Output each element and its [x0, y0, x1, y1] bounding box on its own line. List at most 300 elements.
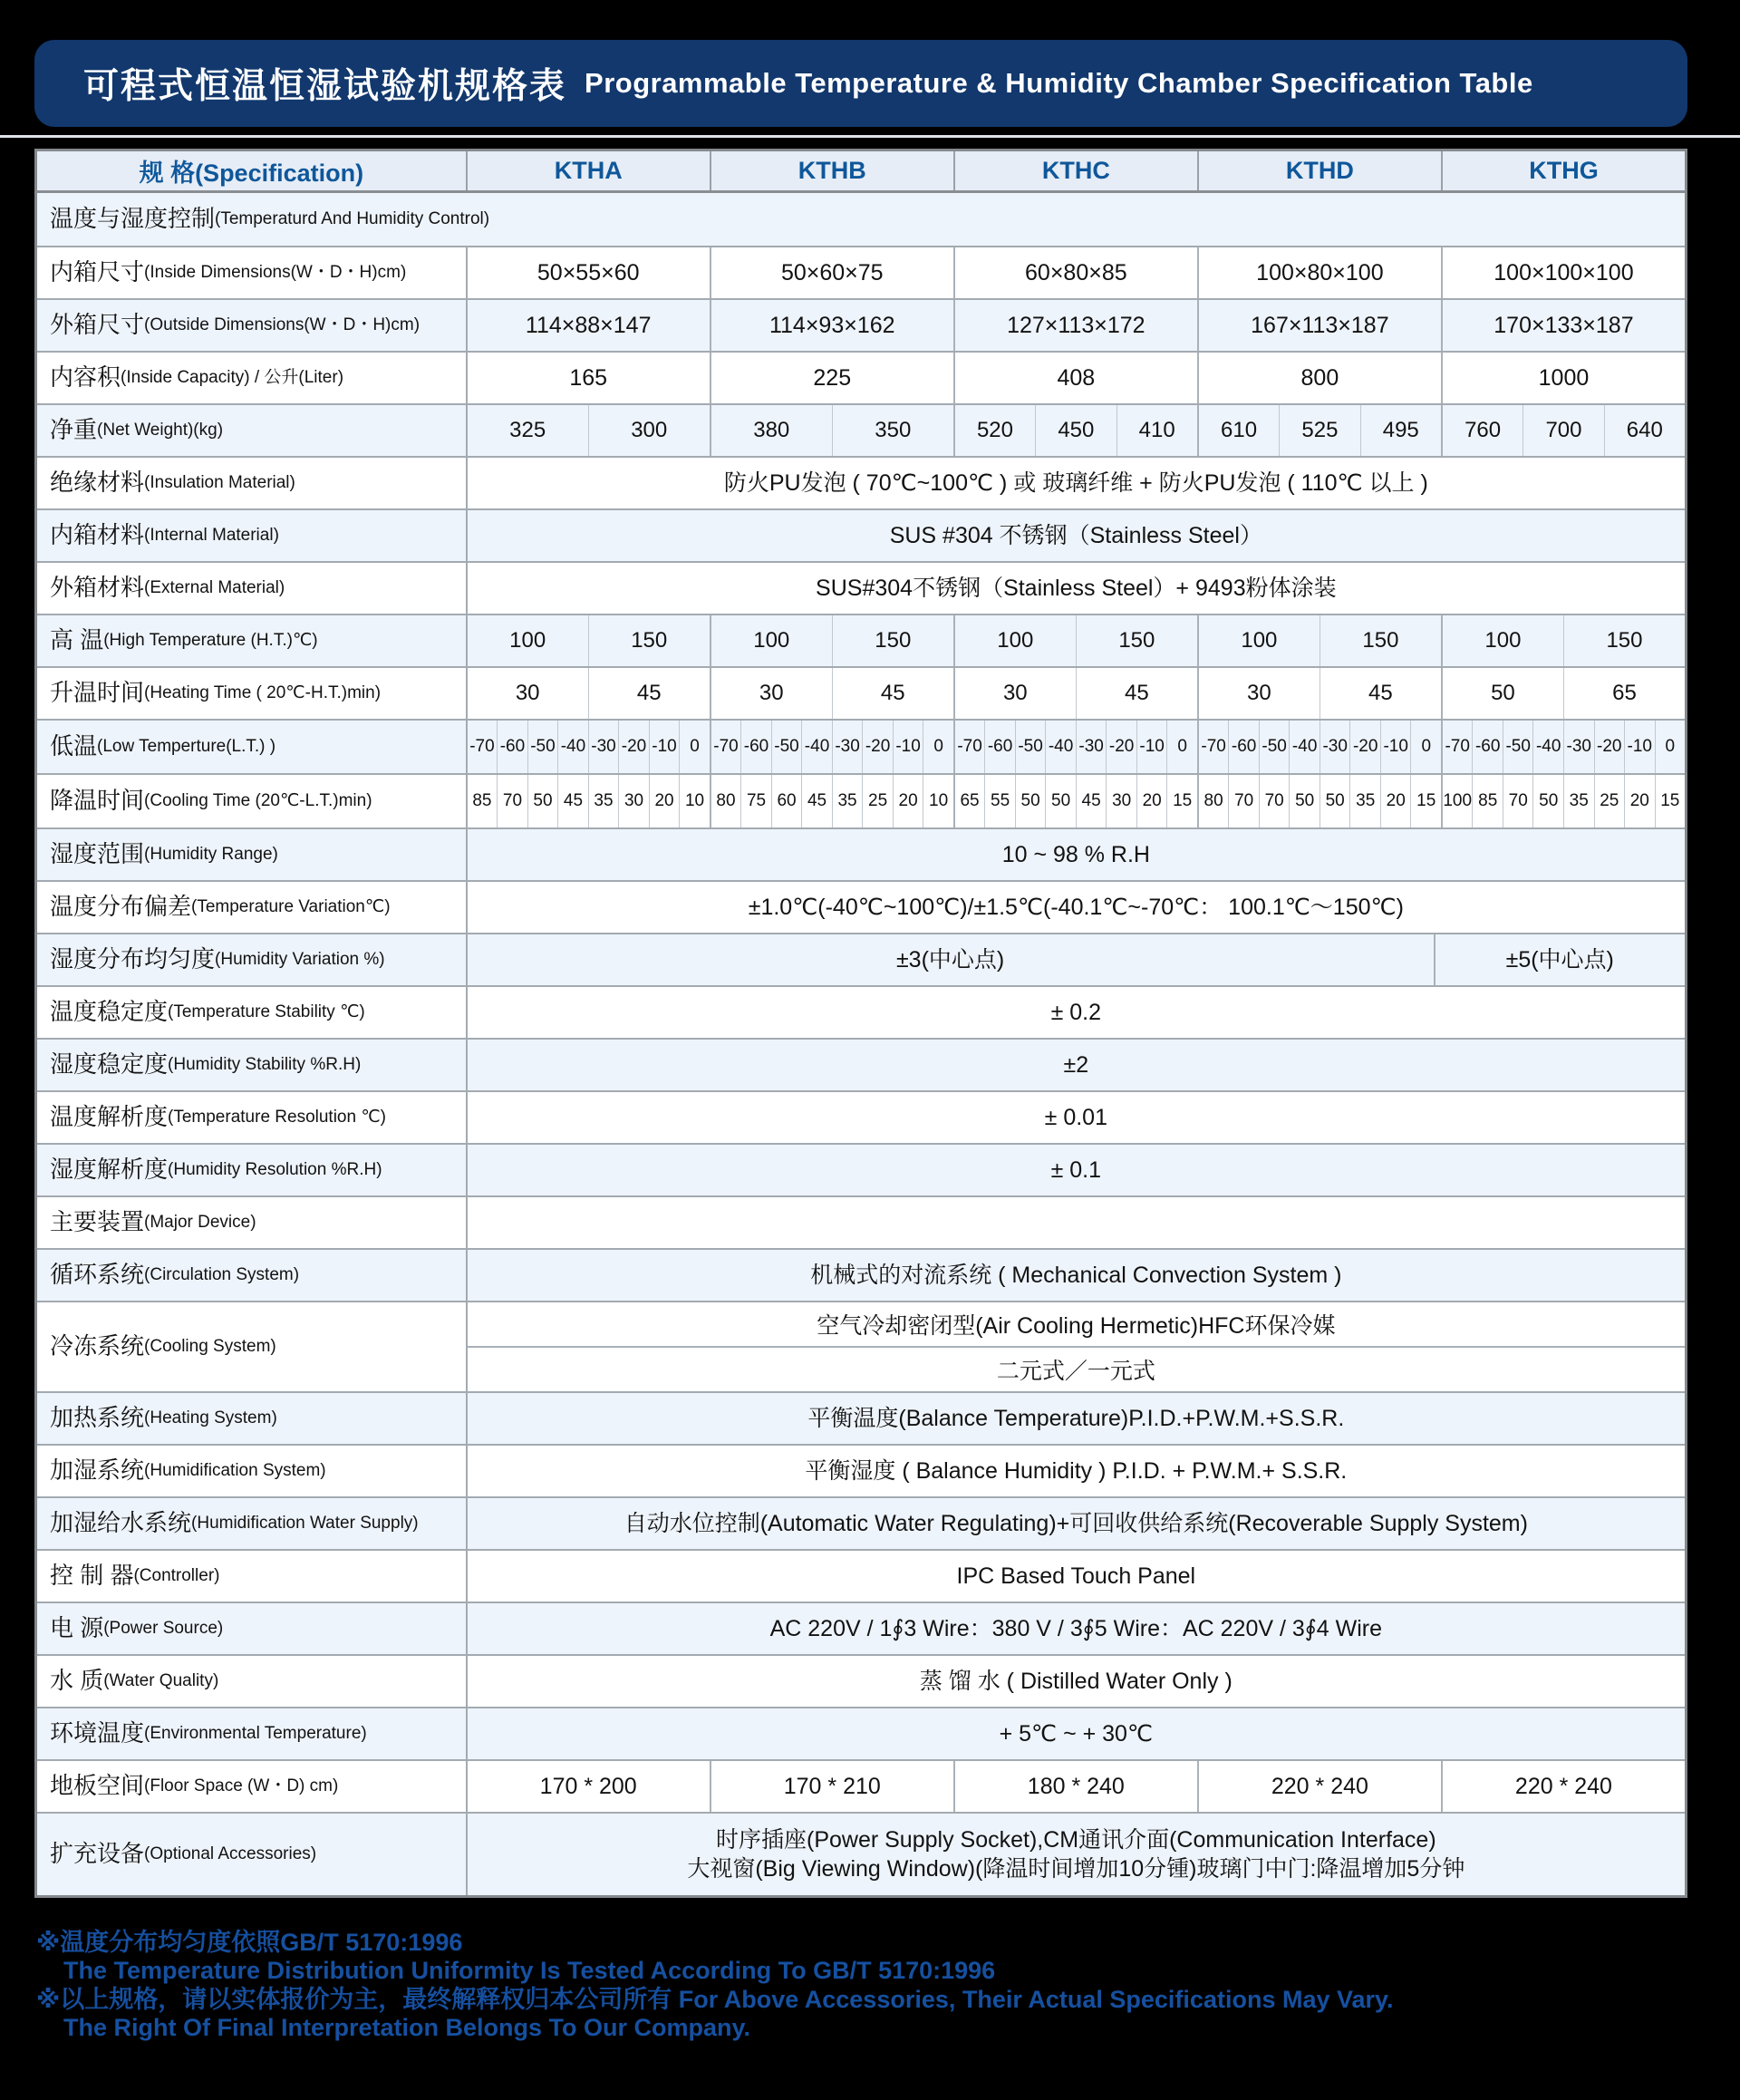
spec-value-cell: 520: [976, 418, 1013, 442]
row-label: [37, 1092, 466, 1143]
spec-value-cell: 167×113×187: [1197, 300, 1441, 351]
spec-value-cell: 640: [1604, 405, 1685, 456]
table-row: [37, 351, 1685, 403]
table-row: [37, 246, 1685, 298]
row-values: [466, 510, 1685, 561]
spec-value-cell: -60: [497, 721, 527, 773]
table-row: [37, 1391, 1685, 1444]
spec-value-cell: 蒸 馏 水 ( Distilled Water Only ): [919, 1668, 1232, 1694]
spec-value-cell: 0: [1655, 721, 1686, 773]
spec-value-cell: 45: [832, 668, 953, 719]
spec-value-cell: ± 0.2: [1050, 999, 1102, 1025]
spec-value-cell: -30: [1320, 721, 1350, 773]
model-value-group: [1441, 405, 1685, 456]
row-label-en: (Temperature Resolution ℃): [168, 1108, 387, 1127]
row-values: [466, 882, 1685, 933]
spec-value-cell: 45: [1076, 775, 1107, 827]
row-label: [37, 1498, 466, 1549]
spec-value-cell: 45: [1076, 668, 1197, 719]
model-value-group: [1441, 721, 1685, 773]
row-label: [37, 1761, 466, 1812]
spec-value-cell: -10: [893, 721, 923, 773]
spec-value-line: 时序插座(Power Supply Socket),CM通讯介面(Communication Interface): [716, 1826, 1436, 1853]
spec-value-cell: -60: [984, 721, 1015, 773]
spec-value-cell: 0: [1166, 721, 1197, 773]
spec-value-cell: 50: [1491, 681, 1515, 705]
row-label-zh: 净重: [50, 416, 98, 444]
table-row: [37, 1301, 1685, 1391]
row-label-zh: 扩充设备: [50, 1840, 145, 1868]
row-values: [466, 775, 1685, 827]
row-label: [37, 247, 466, 298]
spec-value-cell: 408: [953, 353, 1197, 403]
row-label-zh: 电 源: [50, 1614, 104, 1642]
spec-value-cell: -30: [832, 721, 863, 773]
table-row: [37, 1248, 1685, 1301]
row-label-zh: 环境温度: [50, 1719, 145, 1747]
model-value-group: [710, 405, 953, 456]
model-value-group: [710, 775, 953, 827]
row-label-en: (Water Quality): [103, 1671, 219, 1691]
row-label: [37, 1197, 466, 1248]
spec-value-cell: 610: [1221, 418, 1258, 442]
row-label: [37, 668, 466, 719]
spec-value-cell: 50: [1320, 775, 1350, 827]
spec-value-cell: 220 * 240: [1197, 1761, 1441, 1812]
row-label-en: (High Temperature (H.T.)℃): [103, 631, 318, 651]
row-values: [466, 1393, 1685, 1444]
row-label-zh: 水 质: [50, 1667, 104, 1695]
spec-value-cell: 45: [557, 775, 588, 827]
spec-value-cell: [468, 1197, 1685, 1248]
row-label-zh: 加湿系统: [50, 1456, 145, 1485]
page-title-zh: 可程式恒温恒湿试验机规格表: [83, 67, 567, 106]
row-values: [466, 353, 1685, 403]
row-label-en: (Humidity Resolution %R.H): [168, 1160, 382, 1180]
row-label: [37, 934, 466, 985]
spec-value-cell: 20: [1624, 775, 1655, 827]
row-label: [37, 1656, 466, 1707]
row-label-en: (Power Source): [103, 1619, 224, 1639]
row-label-zh: 循环系统: [50, 1261, 145, 1289]
row-values: [466, 247, 1685, 298]
row-values: [466, 1551, 1685, 1602]
spec-value-cell: 325: [509, 418, 546, 442]
row-label: [37, 615, 466, 666]
spec-value-cell: -30: [1076, 721, 1107, 773]
row-label-en: (Temperature Variation℃): [191, 897, 391, 917]
spec-value-cell: -20: [1349, 721, 1380, 773]
table-row: [37, 719, 1685, 773]
spec-value-cell: 50: [527, 775, 558, 827]
spec-value-cell: 60: [771, 775, 802, 827]
row-label: [37, 775, 466, 827]
row-label-en: (Humidification System): [144, 1461, 326, 1481]
row-values: [466, 934, 1685, 985]
row-label-zh: 升温时间: [50, 679, 145, 707]
model-value-group: [468, 721, 710, 773]
spec-value-cell: IPC Based Touch Panel: [956, 1563, 1196, 1589]
model-value-group: [953, 668, 1197, 719]
spec-table-body: [37, 193, 1685, 1895]
table-row: [37, 561, 1685, 614]
row-label-en: (Humidity Range): [144, 845, 278, 865]
row-label-en: (Internal Material): [144, 526, 279, 546]
row-label: [37, 405, 466, 456]
title-bar: [34, 40, 1687, 127]
table-row: [37, 1707, 1685, 1759]
spec-value-cell: 10: [679, 775, 710, 827]
row-values: [466, 1656, 1685, 1707]
spec-value-cell: 70: [497, 775, 527, 827]
spec-value-cell: 二元式／一元式: [468, 1346, 1685, 1391]
row-label-zh: 地板空间: [50, 1772, 145, 1800]
spec-value-cell: -40: [801, 721, 832, 773]
row-label: [37, 300, 466, 351]
model-value-group: [1197, 615, 1441, 666]
row-label: [37, 510, 466, 561]
spec-value-cell: 25: [1594, 775, 1625, 827]
spec-value-cell: 平衡温度(Balance Temperature)P.I.D.+P.W.M.+S.S.R.: [807, 1405, 1345, 1431]
row-label: [37, 1302, 466, 1391]
spec-value-cell: AC 220V / 1∮3 Wire：380 V / 3∮5 Wire：AC 220V / 3∮4 Wire: [769, 1615, 1383, 1641]
row-label-en: (Temperaturd And Humidity Control): [215, 209, 490, 229]
spec-value-cell: 100: [509, 628, 546, 653]
spec-value-cell: -20: [1106, 721, 1136, 773]
spec-value-cell: -10: [649, 721, 680, 773]
table-row: [37, 1759, 1685, 1812]
spec-value-cell: 55: [984, 775, 1015, 827]
row-values: [466, 458, 1685, 508]
spec-value-cell: -10: [1624, 721, 1655, 773]
footnotes: [36, 1929, 1704, 2042]
spec-value-cell: -20: [618, 721, 649, 773]
row-label-en: (Inside Capacity) / 公升(Liter): [121, 368, 344, 388]
table-row: [37, 1549, 1685, 1602]
row-label-zh: 控 制 器: [50, 1562, 134, 1590]
row-label-zh: 加热系统: [50, 1404, 145, 1432]
spec-value-cell: 10: [923, 775, 953, 827]
spec-value-cell: 100: [1241, 628, 1278, 653]
spec-value-cell: 自动水位控制(Automatic Water Regulating)+可回收供给系统(Recoverable Supply System): [624, 1510, 1528, 1536]
model-value-group: [468, 775, 710, 827]
row-label-zh: 外箱尺寸: [50, 311, 145, 339]
spec-value-cell: 50: [1015, 775, 1046, 827]
spec-value-cell: -50: [771, 721, 802, 773]
spec-value-cell: -40: [1045, 721, 1076, 773]
row-values: [466, 1197, 1685, 1248]
model-value-group: [468, 615, 710, 666]
spec-value-cell: -20: [862, 721, 893, 773]
spec-value-cell: 150: [588, 615, 710, 666]
table-row: [37, 614, 1685, 666]
table-row: [37, 298, 1685, 351]
footnote-line: The Right Of Final Interpretation Belongs To Our Company.: [63, 2013, 751, 2041]
spec-value-cell: 30: [1247, 681, 1271, 705]
spec-value-cell: -70: [1445, 737, 1470, 756]
spec-value-cell: -40: [557, 721, 588, 773]
table-row: [37, 1602, 1685, 1654]
model-value-group: [1197, 668, 1441, 719]
row-values: [466, 1814, 1685, 1895]
column-header: KTHC: [953, 151, 1197, 190]
row-label-zh: 内容积: [50, 363, 121, 392]
spec-value-cell: 50×55×60: [536, 259, 640, 285]
spec-value-cell: 800: [1197, 353, 1441, 403]
model-value-group: [953, 721, 1197, 773]
spec-value-cell: -50: [1015, 721, 1046, 773]
spec-value-cell: 30: [1002, 681, 1028, 705]
row-values: [466, 829, 1685, 880]
spec-value-cell: 35: [1349, 775, 1380, 827]
footnote-line: ※温度分布均匀度依照GB/T 5170:1996: [36, 1929, 463, 1956]
row-label: [37, 563, 466, 614]
spec-value-cell: -70: [713, 737, 739, 756]
table-row: [37, 1090, 1685, 1143]
spec-value-cell: 35: [1563, 775, 1594, 827]
column-header: 规 格(Specification): [139, 160, 364, 187]
row-label-en: (Floor Space (W・D) cm): [144, 1776, 339, 1796]
row-label-en: (Heating System): [144, 1408, 277, 1428]
row-values: [466, 1708, 1685, 1759]
row-label-en: (Insulation Material): [144, 473, 295, 493]
spec-value-cell: -10: [1136, 721, 1167, 773]
row-label-zh: 湿度范围: [50, 840, 145, 868]
spec-value-cell: 1000: [1441, 353, 1685, 403]
spec-value-cell: -20: [1594, 721, 1625, 773]
row-label: [37, 1393, 466, 1444]
spec-value-cell: -70: [469, 737, 495, 756]
row-values: [466, 563, 1685, 614]
spec-value-cell: -60: [740, 721, 771, 773]
spec-value-cell: 150: [1563, 615, 1685, 666]
row-label-zh: 内箱尺寸: [50, 258, 145, 286]
spec-value-cell: 30: [759, 681, 784, 705]
table-row: [37, 827, 1685, 880]
row-label-en: (Humidity Variation %): [215, 950, 385, 970]
row-label-zh: 湿度解析度: [50, 1156, 169, 1184]
row-label: [37, 1145, 466, 1195]
row-label: [37, 829, 466, 880]
spec-value-cell: 20: [649, 775, 680, 827]
title-underline: [0, 135, 1740, 138]
spec-value-cell: -40: [1289, 721, 1320, 773]
spec-value-cell: 25: [862, 775, 893, 827]
row-label-zh: 温度解析度: [50, 1103, 169, 1131]
spec-value-cell: 30: [515, 681, 540, 705]
row-label-en: (Circulation System): [144, 1265, 300, 1285]
spec-value-cell: 410: [1116, 405, 1197, 456]
page-title-en: Programmable Temperature & Humidity Chamber Specification Table: [585, 67, 1533, 99]
spec-value-cell: 20: [1380, 775, 1411, 827]
spec-value-cell: 15: [1655, 775, 1686, 827]
table-row: [37, 1812, 1685, 1895]
table-row: [37, 403, 1685, 456]
row-label-zh: 冷冻系统: [50, 1332, 145, 1360]
row-label-en: (Environmental Temperature): [144, 1724, 367, 1744]
spec-value-cell: 85: [472, 791, 492, 810]
row-label-zh: 主要装置: [50, 1208, 145, 1236]
spec-value-cell: 45: [1320, 668, 1441, 719]
row-label-zh: 加湿给水系统: [50, 1509, 192, 1537]
spec-value-cell: 170 * 200: [539, 1773, 637, 1799]
spec-value-cell: -40: [1532, 721, 1563, 773]
model-value-group: [710, 668, 953, 719]
spec-value-cell: -70: [957, 737, 982, 756]
spec-value-cell: -60: [1472, 721, 1503, 773]
row-label: [37, 987, 466, 1038]
spec-value-cell: ± 0.01: [1044, 1104, 1107, 1130]
model-value-group: [953, 405, 1197, 456]
row-values: [466, 1250, 1685, 1301]
model-value-group: [710, 615, 953, 666]
spec-value-cell: 80: [1204, 791, 1223, 810]
spec-value-cell: 80: [716, 791, 736, 810]
row-label-en: (Major Device): [144, 1213, 256, 1233]
spec-value-cell: 114×88×147: [525, 312, 652, 338]
row-values: [466, 1302, 1685, 1391]
row-label-zh: 湿度稳定度: [50, 1050, 169, 1079]
spec-value-cell: 170×133×187: [1441, 300, 1685, 351]
table-row: [37, 1143, 1685, 1195]
model-value-group: [1197, 405, 1441, 456]
row-label: [37, 1708, 466, 1759]
spec-value-cell: 防火PU发泡 ( 70℃~100℃ ) 或 玻璃纤维 + 防火PU发泡 ( 110℃ 以上 ): [723, 469, 1428, 496]
row-values: [466, 1040, 1685, 1090]
spec-value-cell: -50: [527, 721, 558, 773]
spec-value-cell: -50: [1259, 721, 1290, 773]
spec-value-cell: SUS #304 不锈钢（Stainless Steel）: [889, 522, 1262, 548]
spec-value-cell: 700: [1522, 405, 1603, 456]
column-header: KTHA: [466, 151, 710, 190]
spec-value-cell: ±3(中心点): [895, 946, 1005, 973]
row-label-zh: 外箱材料: [50, 574, 145, 602]
row-label-zh: 内箱材料: [50, 521, 145, 549]
spec-value-cell: -70: [1201, 737, 1226, 756]
model-value-group: [468, 405, 710, 456]
spec-value-cell: -10: [1380, 721, 1411, 773]
spec-value-cell: 165: [569, 364, 608, 391]
spec-value-cell: 127×113×172: [953, 300, 1197, 351]
row-values: [466, 987, 1685, 1038]
spec-value-cell: 300: [588, 405, 710, 456]
model-value-group: [1197, 721, 1441, 773]
row-label-en: (Low Temperture(L.T.) ): [97, 737, 276, 757]
spec-value-cell: 50: [1045, 775, 1076, 827]
spec-value-cell: 45: [801, 775, 832, 827]
row-label-en: (Cooling Time (20℃-L.T.)min): [144, 791, 372, 811]
spec-value-cell: ±5(中心点): [1434, 934, 1685, 985]
spec-value-cell: 平衡湿度 ( Balance Humidity ) P.I.D. + P.W.M.+ S.S.R.: [805, 1457, 1348, 1484]
table-row: [37, 880, 1685, 933]
spec-value-cell: 70: [1503, 775, 1533, 827]
row-label: [37, 353, 466, 403]
spec-value-cell: 170 * 210: [710, 1761, 953, 1812]
spec-value-cell: 0: [1410, 721, 1441, 773]
spec-value-cell: ± 0.1: [1050, 1156, 1102, 1183]
row-label-en: (Humidity Stability %R.H): [168, 1055, 362, 1075]
spec-value-cell: 380: [753, 418, 790, 442]
spec-value-cell: 35: [588, 775, 619, 827]
spec-value-cell: ±1.0℃(-40℃~100℃)/±1.5℃(-40.1℃~-70℃： 100.1℃～150℃): [748, 894, 1404, 920]
row-values: [466, 1145, 1685, 1195]
table-row: [37, 933, 1685, 985]
spec-value-cell: 225: [710, 353, 953, 403]
row-label: [37, 721, 466, 773]
spec-value-cell: 85: [1472, 775, 1503, 827]
row-label-en: (Heating Time ( 20℃-H.T.)min): [144, 683, 382, 703]
row-label: [37, 1603, 466, 1654]
spec-value-cell: + 5℃ ~ + 30℃: [999, 1720, 1154, 1747]
spec-value-line: 大视窗(Big Viewing Window)(降温时间增加10分锺)玻璃门中门:降温增加5分钟: [687, 1856, 1465, 1882]
spec-value-cell: 150: [1076, 615, 1197, 666]
table-row: [37, 985, 1685, 1038]
row-label: [37, 882, 466, 933]
spec-value-cell: 450: [1035, 405, 1116, 456]
spec-value-cell: 180 * 240: [953, 1761, 1197, 1812]
spec-value-cell: 45: [588, 668, 710, 719]
spec-value-cell: 35: [832, 775, 863, 827]
spec-table: [34, 149, 1687, 1898]
model-value-group: [953, 775, 1197, 827]
model-value-group: [1197, 775, 1441, 827]
spec-value-cell: 60×80×85: [953, 247, 1197, 298]
row-label: [37, 458, 466, 508]
row-label: [37, 1551, 466, 1602]
row-label-en: (External Material): [144, 578, 285, 598]
spec-value-cell: 空气冷却密闭型(Air Cooling Hermetic)HFC环保冷媒: [817, 1313, 1336, 1339]
row-label-en: (Humidification Water Supply): [191, 1514, 419, 1534]
spec-value-cell: 760: [1464, 418, 1502, 442]
spec-value-cell: 65: [1563, 668, 1685, 719]
model-value-group: [953, 615, 1197, 666]
spec-value-cell: 70: [1259, 775, 1290, 827]
spec-value-cell: 20: [893, 775, 923, 827]
row-label-en: (Cooling System): [144, 1337, 276, 1357]
spec-value-cell: 65: [960, 791, 980, 810]
spec-value-cell: 495: [1360, 405, 1441, 456]
row-values: [466, 1761, 1685, 1812]
table-row: [37, 1195, 1685, 1248]
spec-value-cell: 150: [832, 615, 953, 666]
row-label-en: (Optional Accessories): [144, 1844, 317, 1864]
row-label: [37, 1250, 466, 1301]
row-label-zh: 温度与湿度控制: [50, 205, 216, 233]
row-values: [466, 1092, 1685, 1143]
spec-value-cell: 15: [1166, 775, 1197, 827]
row-label-en: (Inside Dimensions(W・D・H)cm): [144, 263, 407, 283]
spec-value-cell: 30: [618, 775, 649, 827]
row-label-zh: 降温时间: [50, 787, 145, 815]
column-header: KTHB: [710, 151, 953, 190]
row-label-zh: 高 温: [50, 626, 104, 654]
spec-value-cell: 50×60×75: [710, 247, 953, 298]
spec-value-cell: 50: [1289, 775, 1320, 827]
row-label-zh: 绝缘材料: [50, 469, 145, 497]
table-header-row: [37, 151, 1685, 193]
spec-value-cell: 350: [832, 405, 953, 456]
table-row: [37, 193, 1685, 246]
row-label-zh: 温度稳定度: [50, 998, 169, 1026]
row-values: [466, 721, 1685, 773]
row-values: [466, 1446, 1685, 1496]
row-values: [466, 300, 1685, 351]
spec-value-cell: 机械式的对流系统 ( Mechanical Convection System ): [810, 1262, 1342, 1288]
spec-value-cell: -30: [1563, 721, 1594, 773]
table-row: [37, 1654, 1685, 1707]
model-value-group: [710, 721, 953, 773]
spec-value-cell: 100: [997, 628, 1034, 653]
